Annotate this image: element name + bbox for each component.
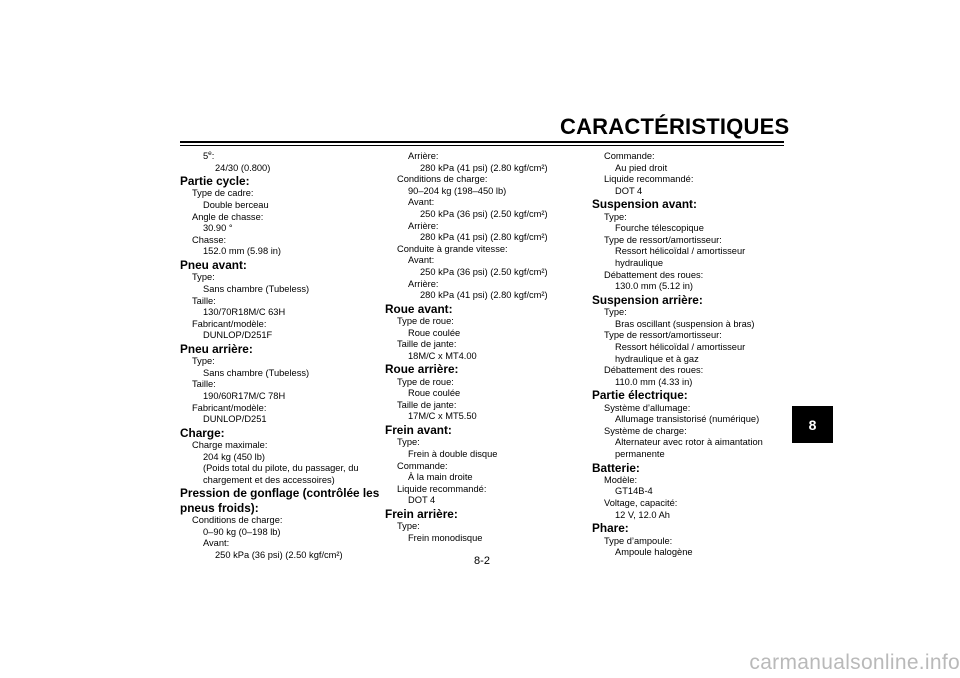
spec-label bbox=[592, 330, 792, 342]
spec-column-2 bbox=[385, 151, 585, 544]
section-heading bbox=[385, 423, 585, 437]
spec-value bbox=[592, 547, 792, 559]
spec-value bbox=[180, 284, 380, 296]
line-text: 24/30 (0.800) bbox=[215, 162, 271, 173]
line-text: Fourche télescopique bbox=[615, 223, 704, 234]
line-text: Taille: bbox=[192, 379, 216, 390]
line-suffix: : bbox=[211, 151, 215, 161]
spec-value bbox=[592, 414, 792, 426]
chapter-tab[interactable] bbox=[792, 406, 833, 443]
spec-label bbox=[180, 235, 380, 247]
spec-label bbox=[385, 174, 585, 186]
spec-value bbox=[592, 281, 792, 293]
line-text: Ampoule halogène bbox=[615, 547, 693, 558]
spec-label bbox=[180, 272, 380, 284]
spec-label bbox=[180, 379, 380, 391]
line-text: Type: bbox=[192, 356, 215, 367]
line-text: Chasse: bbox=[192, 234, 227, 245]
spec-value bbox=[180, 330, 380, 342]
spec-label bbox=[180, 319, 380, 331]
line-text: Type de ressort/amortisseur: bbox=[604, 234, 722, 245]
line-text: Taille de jante: bbox=[397, 399, 457, 410]
line-text: Pneu avant: bbox=[180, 258, 247, 273]
line-text: Frein monodisque bbox=[408, 532, 483, 543]
line-text: Roue coulée bbox=[408, 388, 461, 399]
section-heading bbox=[385, 362, 585, 376]
spec-label bbox=[385, 484, 585, 496]
spec-value bbox=[180, 223, 380, 235]
line-text: Conduite à grande vitesse: bbox=[397, 243, 508, 254]
line-text: Partie électrique: bbox=[592, 388, 688, 403]
line-text: À la main droite bbox=[408, 472, 473, 483]
spec-label bbox=[592, 403, 792, 415]
line-text: 280 kPa (41 psi) (2.80 kgf/cm²) bbox=[420, 290, 548, 301]
line-text: Conditions de charge: bbox=[397, 174, 488, 185]
section-heading bbox=[180, 258, 380, 272]
line-text: 5 bbox=[203, 151, 209, 161]
line-text: Type de cadre: bbox=[192, 188, 254, 199]
line-text: 190/60R17M/C 78H bbox=[203, 390, 286, 401]
section-heading bbox=[385, 302, 585, 316]
spec-value bbox=[592, 437, 792, 449]
line-text: 152.0 mm (5.98 in) bbox=[203, 246, 282, 257]
spec-value bbox=[180, 391, 380, 403]
line-text: permanente bbox=[615, 448, 665, 459]
spec-value bbox=[180, 463, 380, 475]
section-heading bbox=[592, 388, 792, 402]
spec-value bbox=[180, 414, 380, 426]
spec-label bbox=[592, 426, 792, 438]
line-text: Type d’ampoule: bbox=[604, 535, 673, 546]
line-text: 280 kPa (41 psi) (2.80 kgf/cm²) bbox=[420, 232, 548, 243]
line-text: 110.0 mm (4.33 in) bbox=[615, 376, 693, 387]
spec-value bbox=[385, 186, 585, 198]
spec-label bbox=[592, 365, 792, 377]
spec-value bbox=[385, 290, 585, 302]
spec-value bbox=[592, 449, 792, 461]
spec-value bbox=[592, 319, 792, 331]
line-text: Roue avant: bbox=[385, 301, 453, 316]
superscript: e bbox=[208, 149, 212, 157]
spec-value bbox=[592, 186, 792, 198]
line-text: Allumage transistorisé (numérique) bbox=[615, 414, 760, 425]
section-heading bbox=[592, 521, 792, 535]
spec-value bbox=[385, 279, 585, 291]
line-text: Avant: bbox=[408, 197, 435, 208]
line-text: Charge maximale: bbox=[192, 440, 268, 451]
line-text: Commande: bbox=[397, 460, 448, 471]
line-text: Suspension avant: bbox=[592, 197, 697, 212]
spec-value bbox=[180, 527, 380, 539]
spec-value bbox=[592, 486, 792, 498]
spec-value bbox=[385, 255, 585, 267]
line-text: Partie cycle: bbox=[180, 174, 250, 189]
line-text: Arrière: bbox=[408, 278, 439, 289]
section-heading bbox=[592, 197, 792, 211]
page-number: 8-2 bbox=[474, 555, 490, 567]
spec-label bbox=[592, 235, 792, 247]
line-text: Type de roue: bbox=[397, 376, 454, 387]
line-text: chargement et des accessoires) bbox=[203, 474, 335, 485]
line-text: Angle de chasse: bbox=[192, 211, 264, 222]
spec-label bbox=[180, 403, 380, 415]
line-text: Pression de gonflage (contrôlée les pneus froids): bbox=[180, 486, 380, 515]
section-heading bbox=[385, 507, 585, 521]
line-text: Sans chambre (Tubeless) bbox=[203, 367, 310, 378]
spec-value bbox=[385, 232, 585, 244]
line-text: Batterie: bbox=[592, 460, 640, 475]
line-text: Taille: bbox=[192, 295, 216, 306]
spec-value bbox=[385, 351, 585, 363]
spec-label bbox=[385, 521, 585, 533]
spec-label bbox=[385, 339, 585, 351]
line-text: 17M/C x MT5.50 bbox=[408, 411, 477, 422]
spec-value bbox=[180, 151, 380, 163]
spec-column-1 bbox=[180, 151, 380, 561]
line-text: Débattement des roues: bbox=[604, 269, 704, 280]
line-text: Type: bbox=[192, 272, 215, 283]
spec-label bbox=[385, 377, 585, 389]
spec-value bbox=[592, 246, 792, 258]
line-text: Type de roue: bbox=[397, 316, 454, 327]
spec-label bbox=[592, 475, 792, 487]
page-title: CARACTÉRISTIQUES bbox=[560, 114, 790, 139]
spec-label bbox=[385, 461, 585, 473]
section-heading bbox=[180, 426, 380, 440]
line-text: Ressort hélicoïdal / amortisseur bbox=[615, 246, 746, 257]
line-text: Fabricant/modèle: bbox=[192, 318, 267, 329]
section-heading bbox=[180, 342, 380, 356]
spec-value bbox=[180, 452, 380, 464]
line-text: Charge: bbox=[180, 425, 225, 440]
header-rule bbox=[180, 141, 784, 143]
line-text: Type de ressort/amortisseur: bbox=[604, 330, 722, 341]
footer-watermark[interactable]: carmanualsonline.info bbox=[749, 651, 960, 674]
line-text: Type: bbox=[604, 211, 627, 222]
spec-value bbox=[385, 472, 585, 484]
header-rule-thin bbox=[180, 145, 784, 146]
spec-label bbox=[180, 296, 380, 308]
section-heading bbox=[180, 174, 380, 188]
spec-label bbox=[385, 244, 585, 256]
spec-label bbox=[592, 536, 792, 548]
line-text: Commande: bbox=[604, 151, 655, 161]
line-text: 0–90 kg (0–198 lb) bbox=[203, 526, 281, 537]
spec-label bbox=[385, 437, 585, 449]
line-text: Voltage, capacité: bbox=[604, 498, 678, 509]
line-text: Liquide recommandé: bbox=[604, 174, 694, 185]
section-heading bbox=[592, 461, 792, 475]
spec-label bbox=[180, 515, 380, 527]
line-text: Modèle: bbox=[604, 474, 638, 485]
line-text: Sans chambre (Tubeless) bbox=[203, 283, 310, 294]
line-text: Ressort hélicoïdal / amortisseur bbox=[615, 341, 746, 352]
spec-value bbox=[592, 223, 792, 235]
spec-value bbox=[385, 151, 585, 163]
spec-value bbox=[592, 342, 792, 354]
spec-value bbox=[385, 221, 585, 233]
spec-value bbox=[592, 510, 792, 522]
line-text: 250 kPa (36 psi) (2.50 kgf/cm²) bbox=[215, 549, 343, 560]
spec-value bbox=[180, 246, 380, 258]
spec-value bbox=[385, 388, 585, 400]
spec-value bbox=[385, 495, 585, 507]
line-text: DUNLOP/D251F bbox=[203, 330, 273, 341]
spec-label bbox=[592, 212, 792, 224]
spec-label bbox=[592, 151, 792, 163]
line-text: 280 kPa (41 psi) (2.80 kgf/cm²) bbox=[420, 162, 548, 173]
spec-value bbox=[385, 267, 585, 279]
line-text: 18M/C x MT4.00 bbox=[408, 350, 477, 361]
section-heading bbox=[180, 486, 380, 515]
line-text: Avant: bbox=[203, 538, 230, 549]
line-text: 204 kg (450 lb) bbox=[203, 451, 266, 462]
spec-value bbox=[385, 449, 585, 461]
line-text: Système d’allumage: bbox=[604, 402, 691, 413]
spec-value bbox=[385, 411, 585, 423]
line-text: Frein à double disque bbox=[408, 448, 498, 459]
spec-value bbox=[385, 533, 585, 545]
spec-value bbox=[180, 163, 380, 175]
spec-value bbox=[385, 209, 585, 221]
spec-label bbox=[592, 174, 792, 186]
spec-value bbox=[180, 368, 380, 380]
line-text: Type: bbox=[397, 521, 420, 532]
spec-value bbox=[592, 163, 792, 175]
line-text: Arrière: bbox=[408, 220, 439, 231]
spec-label bbox=[592, 498, 792, 510]
line-text: Roue arrière: bbox=[385, 362, 459, 377]
spec-label bbox=[180, 356, 380, 368]
line-text: Arrière: bbox=[408, 151, 439, 161]
line-text: DUNLOP/D251 bbox=[203, 414, 267, 425]
spec-value bbox=[385, 197, 585, 209]
line-text: Au pied droit bbox=[615, 162, 668, 173]
line-text: Avant: bbox=[408, 255, 435, 266]
line-text: Roue coulée bbox=[408, 327, 461, 338]
spec-value bbox=[592, 377, 792, 389]
line-text: 130.0 mm (5.12 in) bbox=[615, 281, 694, 292]
section-heading bbox=[592, 293, 792, 307]
line-text: 250 kPa (36 psi) (2.50 kgf/cm²) bbox=[420, 266, 548, 277]
line-text: Conditions de charge: bbox=[192, 515, 283, 526]
line-text: Débattement des roues: bbox=[604, 365, 704, 376]
line-text: Frein arrière: bbox=[385, 506, 458, 521]
line-text: 12 V, 12.0 Ah bbox=[615, 509, 670, 520]
spec-value bbox=[385, 328, 585, 340]
spec-value bbox=[180, 475, 380, 487]
line-text: Type: bbox=[604, 307, 627, 318]
spec-label bbox=[385, 316, 585, 328]
line-text: DOT 4 bbox=[408, 495, 436, 506]
line-text: Type: bbox=[397, 437, 420, 448]
spec-label bbox=[180, 212, 380, 224]
spec-column-3 bbox=[592, 151, 792, 559]
spec-value bbox=[180, 200, 380, 212]
spec-value bbox=[180, 307, 380, 319]
line-text: Bras oscillant (suspension à bras) bbox=[615, 318, 755, 329]
line-text: Alternateur avec rotor à aimantation bbox=[615, 437, 763, 448]
line-text: 130/70R18M/C 63H bbox=[203, 307, 286, 318]
spec-label bbox=[180, 188, 380, 200]
line-text: Fabricant/modèle: bbox=[192, 402, 267, 413]
spec-value bbox=[592, 258, 792, 270]
spec-label bbox=[592, 270, 792, 282]
line-text: Frein avant: bbox=[385, 423, 452, 438]
chapter-tab-label: 8 bbox=[808, 416, 817, 433]
line-text: GT14B-4 bbox=[615, 486, 653, 497]
line-text: Pneu arrière: bbox=[180, 341, 253, 356]
line-text: 30.90 ° bbox=[203, 223, 233, 234]
spec-label bbox=[385, 400, 585, 412]
line-text: Suspension arrière: bbox=[592, 292, 703, 307]
spec-value bbox=[385, 163, 585, 175]
spec-label bbox=[592, 307, 792, 319]
line-text: (Poids total du pilote, du passager, du bbox=[203, 463, 359, 474]
spec-value bbox=[180, 538, 380, 550]
line-text: hydraulique et à gaz bbox=[615, 353, 699, 364]
spec-label bbox=[180, 440, 380, 452]
line-text: hydraulique bbox=[615, 258, 664, 269]
line-text: DOT 4 bbox=[615, 185, 643, 196]
spec-value bbox=[592, 354, 792, 366]
line-text: Phare: bbox=[592, 521, 629, 536]
line-text: Système de charge: bbox=[604, 425, 687, 436]
line-text: Double berceau bbox=[203, 200, 269, 211]
line-text: Liquide recommandé: bbox=[397, 483, 487, 494]
line-text: Taille de jante: bbox=[397, 339, 457, 350]
line-text: 90–204 kg (198–450 lb) bbox=[408, 185, 507, 196]
line-text: 250 kPa (36 psi) (2.50 kgf/cm²) bbox=[420, 208, 548, 219]
spec-value bbox=[180, 550, 380, 562]
